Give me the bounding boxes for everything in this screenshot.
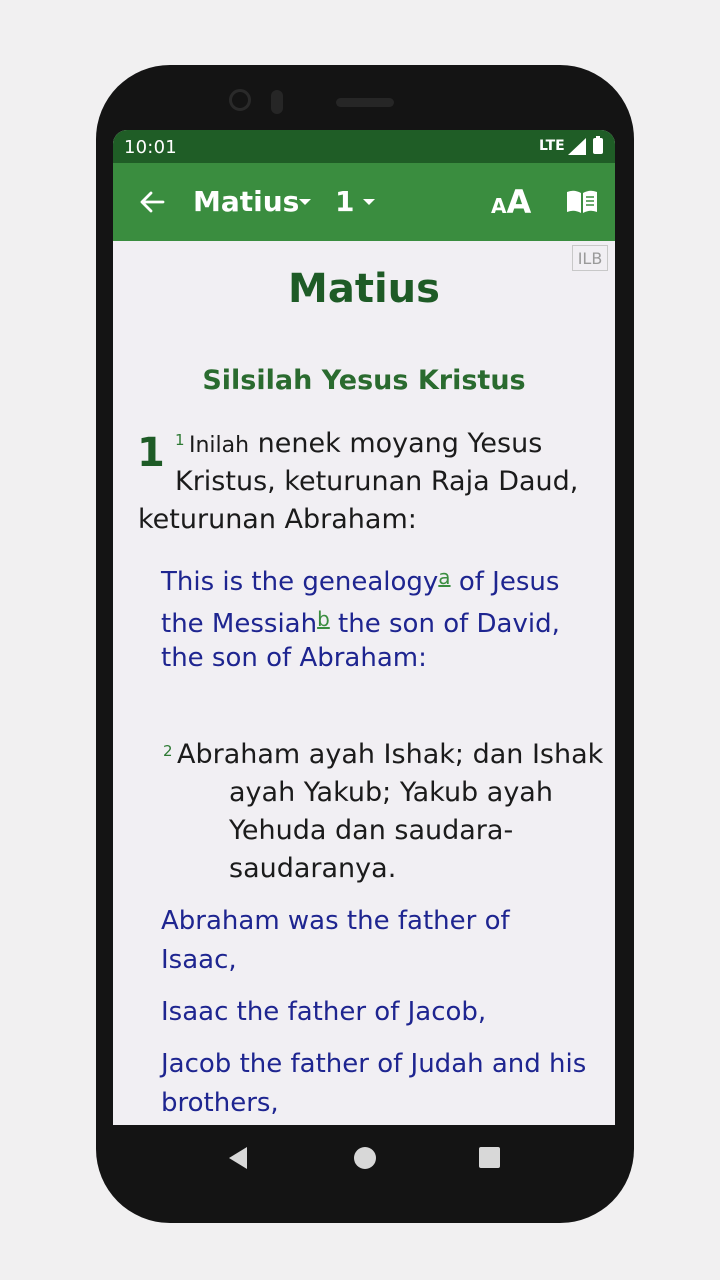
- verse-text-line: ayah Yakub; Yakub ayah: [229, 777, 553, 808]
- english-text: of Jesus: [450, 567, 560, 597]
- signal-icon: [568, 138, 586, 155]
- chevron-down-icon[interactable]: [363, 199, 375, 205]
- english-verse-line: brothers,: [161, 1088, 279, 1118]
- book-title: Matius: [288, 266, 440, 312]
- verse-text: nenek moyang Yesus: [249, 428, 543, 459]
- screen: [113, 130, 615, 1125]
- chapter-number: 1: [137, 430, 165, 476]
- english-text: the son of David,: [329, 609, 560, 639]
- verse-smallcaps: Inilah: [189, 433, 250, 458]
- chevron-down-icon[interactable]: [299, 199, 311, 205]
- battery-icon: [593, 138, 603, 154]
- book-selector[interactable]: Matius: [193, 185, 300, 218]
- verse-text-line: Abraham ayah Ishak; dan Ishak: [177, 739, 604, 770]
- footnote-link[interactable]: a: [438, 565, 451, 589]
- camera-icon: [229, 89, 251, 111]
- verse-text-line: keturunan Abraham:: [138, 504, 417, 535]
- verse-number: 2: [163, 742, 173, 760]
- text-size-icon[interactable]: AA: [491, 183, 532, 221]
- sensor: [271, 90, 283, 114]
- nav-home-icon[interactable]: [354, 1147, 376, 1169]
- english-verse-line: Isaac the father of Jacob,: [161, 997, 487, 1027]
- nav-recents-icon[interactable]: [479, 1147, 500, 1168]
- english-text: the Messiah: [161, 609, 318, 639]
- english-verse-line: the son of Abraham:: [161, 643, 427, 673]
- chapter-selector[interactable]: 1: [335, 185, 355, 218]
- status-bar: [113, 130, 615, 163]
- footnote-link[interactable]: b: [317, 607, 330, 631]
- nav-back-icon[interactable]: [229, 1147, 247, 1169]
- verse-text-line: Yehuda dan saudara-: [229, 815, 514, 846]
- system-nav-bar: [113, 1125, 615, 1190]
- english-text: This is the genealogy: [161, 567, 439, 597]
- book-open-icon[interactable]: [565, 188, 599, 216]
- section-heading: Silsilah Yesus Kristus: [202, 365, 526, 396]
- english-verse-line: Abraham was the father of: [161, 906, 510, 936]
- english-verse-line: [161, 557, 559, 602]
- network-type: LTE: [539, 138, 565, 154]
- english-verse-line: Jacob the father of Judah and his: [161, 1049, 587, 1079]
- english-verse-line: Isaac,: [161, 945, 237, 975]
- verse-number: 1: [175, 431, 185, 449]
- version-badge[interactable]: ILB: [572, 245, 608, 271]
- back-arrow-icon[interactable]: [139, 190, 165, 214]
- verse-text-line: [189, 425, 542, 465]
- verse-text-line: saudaranya.: [229, 853, 397, 884]
- earpiece-speaker: [336, 98, 394, 107]
- status-time: 10:01: [124, 137, 177, 158]
- verse-text-line: Kristus, keturunan Raja Daud,: [175, 466, 579, 497]
- app-bar: [113, 163, 615, 241]
